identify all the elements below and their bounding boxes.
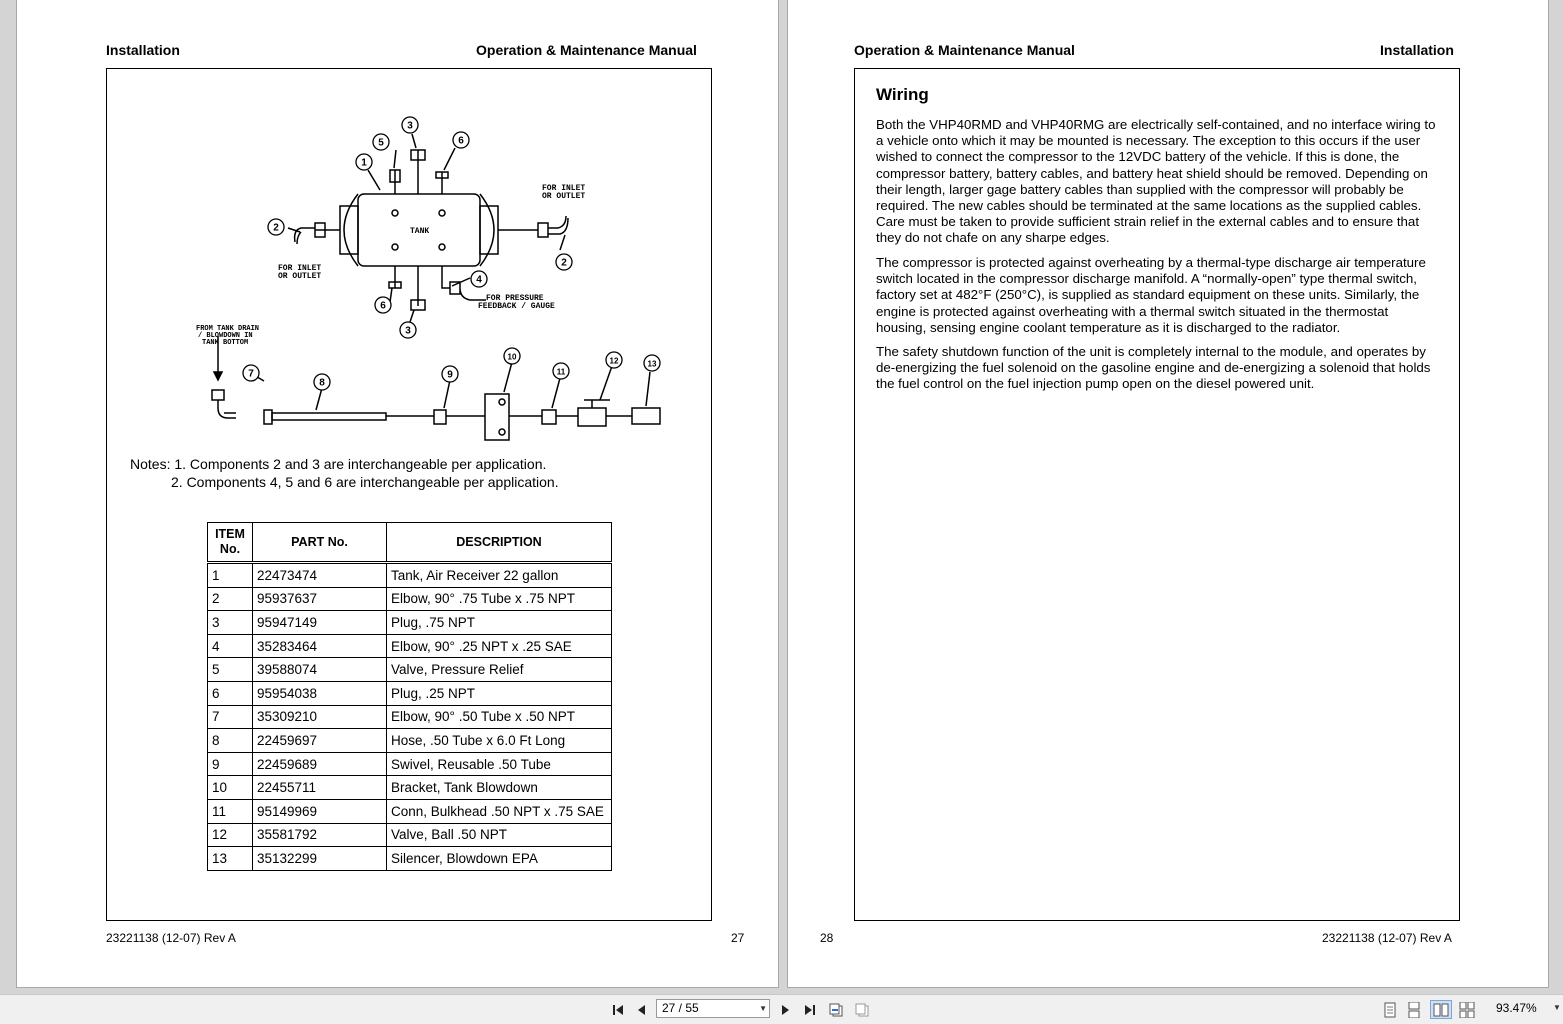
inlet-elbow-right — [548, 216, 568, 234]
last-page-button[interactable] — [801, 1000, 819, 1019]
callout-5 — [373, 134, 389, 150]
inlet-elbow-left — [295, 228, 315, 244]
cell-part: 35309210 — [253, 705, 387, 729]
cell-desc: Elbow, 90° .75 Tube x .75 NPT — [387, 587, 612, 611]
zoom-dropdown-icon[interactable]: ▼ — [1553, 1003, 1561, 1012]
svg-text:3: 3 — [407, 120, 413, 132]
previous-view-icon — [828, 1002, 844, 1018]
parts-table — [207, 522, 612, 871]
tank-blowdown-diagram — [180, 110, 680, 450]
drain-elbow — [212, 390, 236, 418]
cell-desc: Valve, Ball .50 NPT — [387, 823, 612, 847]
table-row — [208, 611, 612, 635]
right-header-manual: Operation & Maintenance Manual — [854, 42, 1075, 58]
callout-9 — [442, 366, 458, 382]
cell-part: 22455711 — [253, 776, 387, 800]
cell-item: 5 — [208, 658, 253, 682]
hose — [272, 413, 386, 420]
cell-desc: Valve, Pressure Relief — [387, 658, 612, 682]
table-row — [208, 823, 612, 847]
callout-2 — [556, 254, 572, 270]
svg-text:13: 13 — [647, 359, 657, 369]
callout-1 — [356, 154, 372, 170]
cell-desc: Swivel, Reusable .50 Tube — [387, 752, 612, 776]
callout-11 — [553, 363, 569, 379]
table-row — [208, 681, 612, 705]
left-header-manual: Operation & Maintenance Manual — [476, 42, 697, 58]
callout-10 — [504, 348, 520, 364]
svg-text:2: 2 — [561, 257, 567, 269]
svg-text:FOR INLET: FOR INLET — [542, 184, 586, 193]
callout-2 — [268, 219, 284, 235]
last-page-icon — [803, 1003, 817, 1017]
svg-text:6: 6 — [380, 300, 386, 312]
table-row — [208, 776, 612, 800]
cell-item: 9 — [208, 752, 253, 776]
svg-text:OR OUTLET: OR OUTLET — [542, 192, 586, 201]
callout-6 — [453, 132, 469, 148]
svg-text:/ BLOWDOWN IN: / BLOWDOWN IN — [198, 332, 253, 340]
cell-item: 10 — [208, 776, 253, 800]
go-back-view-button[interactable] — [826, 1000, 846, 1019]
table-row — [208, 847, 612, 871]
notes-line-1: Notes: 1. Components 2 and 3 are interchangeable per application. — [130, 456, 547, 472]
table-row — [208, 799, 612, 823]
cell-item: 3 — [208, 611, 253, 635]
next-view-icon — [854, 1002, 870, 1018]
left-header-section: Installation — [106, 42, 180, 58]
cell-desc: Elbow, 90° .50 Tube x .50 NPT — [387, 705, 612, 729]
callout-4 — [471, 271, 487, 287]
col-item-header: ITEM No. — [208, 523, 253, 563]
right-header-section: Installation — [1380, 42, 1454, 58]
previous-page-button[interactable] — [633, 1000, 651, 1019]
bulkhead-conn — [542, 410, 556, 424]
svg-text:4: 4 — [476, 274, 482, 286]
ball-valve — [578, 408, 606, 426]
cell-part: 95149969 — [253, 799, 387, 823]
table-header-row — [208, 523, 612, 563]
cell-item: 11 — [208, 799, 253, 823]
svg-text:9: 9 — [447, 369, 453, 381]
two-page-continuous-button[interactable] — [1458, 1000, 1476, 1019]
svg-text:7: 7 — [248, 368, 254, 380]
callout-3 — [400, 322, 416, 338]
first-page-icon — [611, 1003, 625, 1017]
cell-part: 95937637 — [253, 587, 387, 611]
table-row — [208, 729, 612, 753]
cell-desc: Elbow, 90° .25 NPT x .25 SAE — [387, 634, 612, 658]
callout-12 — [606, 352, 622, 368]
svg-text:FROM TANK DRAIN: FROM TANK DRAIN — [196, 325, 260, 333]
cell-part: 95954038 — [253, 681, 387, 705]
table-row — [208, 587, 612, 611]
cell-part: 35283464 — [253, 634, 387, 658]
table-row — [208, 634, 612, 658]
callout-3 — [402, 117, 418, 133]
svg-text:12: 12 — [609, 356, 619, 366]
svg-text:3: 3 — [405, 325, 411, 337]
tank-left-mount — [340, 206, 358, 254]
swivel — [434, 410, 446, 424]
svg-text:6: 6 — [458, 135, 464, 147]
right-footer-docnum: 23221138 (12-07) Rev A — [1322, 931, 1452, 945]
cell-part: 39588074 — [253, 658, 387, 682]
col-desc-header: DESCRIPTION — [387, 523, 612, 563]
cell-desc: Conn, Bulkhead .50 NPT x .75 SAE — [387, 799, 612, 823]
right-footer-pagenum: 28 — [820, 931, 834, 945]
notes-line-2: 2. Components 4, 5 and 6 are interchangeable per application. — [171, 474, 559, 490]
svg-text:FOR PRESSURE: FOR PRESSURE — [486, 294, 544, 303]
col-part-header: PART No. — [253, 523, 387, 563]
svg-text:FOR INLET: FOR INLET — [278, 264, 322, 273]
continuous-view-button[interactable] — [1405, 1000, 1423, 1019]
svg-text:8: 8 — [319, 377, 325, 389]
callout-13 — [644, 355, 660, 371]
cell-part: 22459689 — [253, 752, 387, 776]
tank-left-head — [344, 194, 358, 266]
cell-item: 2 — [208, 587, 253, 611]
go-forward-view-button[interactable] — [852, 1000, 872, 1019]
svg-text:11: 11 — [556, 367, 566, 377]
next-page-button[interactable] — [776, 1000, 794, 1019]
next-page-icon — [778, 1003, 792, 1017]
cell-item: 12 — [208, 823, 253, 847]
wiring-paragraph-1: Both the VHP40RMD and VHP40RMG are electrically self-contained, and no interface wiring to a vehicle onto which it may be mounted is necessary. The exception to this occurs if the user wished to connect the compressor to the 12VDC battery of the vehicle. If this is done, the compressor battery, battery cables, and battery heat shield should be removed. Depending on their length, larger gage battery cables than supplied with the compressor will probably be required. The new cables should be terminated at the same locations as the supplied cables. Care must be taken to provide sufficient strain relief in the external cables and to ensure that they do not chafe on any sharpe edges. — [876, 117, 1436, 246]
cell-desc: Hose, .50 Tube x 6.0 Ft Long — [387, 729, 612, 753]
cell-item: 8 — [208, 729, 253, 753]
tank-right-mount — [480, 206, 498, 254]
continuous-page-icon — [1408, 1002, 1420, 1018]
single-page-view-button[interactable] — [1381, 1000, 1399, 1019]
cell-desc: Silencer, Blowdown EPA — [387, 847, 612, 871]
page-dropdown-icon: ▼ — [759, 1004, 767, 1013]
svg-text:5: 5 — [378, 137, 384, 149]
two-page-icon — [1433, 1003, 1449, 1017]
table-row — [208, 752, 612, 776]
left-footer-docnum: 23221138 (12-07) Rev A — [106, 931, 236, 945]
callout-8 — [314, 374, 330, 390]
cell-item: 1 — [208, 563, 253, 588]
callout-6 — [375, 297, 391, 313]
cell-desc: Plug, .75 NPT — [387, 611, 612, 635]
table-row — [208, 563, 612, 588]
cell-desc: Plug, .25 NPT — [387, 681, 612, 705]
cell-part: 22459697 — [253, 729, 387, 753]
silencer — [632, 408, 660, 424]
callout-7 — [243, 365, 259, 381]
cell-part: 95947149 — [253, 611, 387, 635]
table-row — [208, 658, 612, 682]
single-page-icon — [1384, 1002, 1396, 1018]
wiring-paragraph-3: The safety shutdown function of the unit is completely internal to the module, and operates by de-energizing the fuel solenoid on the gasoline engine and de-energizing a solenoid that holds the fuel control on the fuel injection pump open on the diesel powered unit. — [876, 344, 1431, 392]
viewer-toolbar — [0, 994, 1563, 1024]
cell-part: 22473474 — [253, 563, 387, 588]
svg-text:TANK BOTTOM: TANK BOTTOM — [202, 339, 249, 347]
previous-page-icon — [635, 1003, 649, 1017]
zoom-level[interactable]: 93.47% — [1496, 1001, 1537, 1015]
first-page-button[interactable] — [609, 1000, 627, 1019]
cell-item: 7 — [208, 705, 253, 729]
tank-right-head — [480, 194, 494, 266]
cell-item: 6 — [208, 681, 253, 705]
cell-part: 35132299 — [253, 847, 387, 871]
svg-text:FEEDBACK / GAUGE: FEEDBACK / GAUGE — [478, 302, 555, 311]
hose-fitting-left — [264, 410, 272, 424]
cell-desc: Bracket, Tank Blowdown — [387, 776, 612, 800]
svg-text:1: 1 — [361, 157, 367, 169]
svg-text:2: 2 — [273, 222, 279, 234]
section-title-wiring: Wiring — [876, 85, 929, 104]
tank-label: TANK — [410, 227, 430, 236]
left-footer-pagenum: 27 — [731, 931, 745, 945]
svg-text:OR OUTLET: OR OUTLET — [278, 272, 322, 281]
wiring-paragraph-2: The compressor is protected against overheating by a thermal-type discharge air temperature switch located in the compressor discharge manifold. A “normally-open” type thermal switch, factory set at 482°F (250°C), is supplied as standard equipment on these units. Similarly, the engine is protected against overheating with a thermal switch situated in the thermostat housing, sensing engine coolant temperature as it is discharged to the radiator. — [876, 255, 1426, 335]
svg-text:10: 10 — [507, 352, 517, 362]
page-number-field[interactable]: 27 / 55 ▼ — [656, 999, 770, 1018]
two-page-view-button[interactable] — [1430, 1000, 1452, 1019]
two-page-continuous-icon — [1459, 1002, 1475, 1018]
cell-item: 13 — [208, 847, 253, 871]
cell-part: 35581792 — [253, 823, 387, 847]
cell-item: 4 — [208, 634, 253, 658]
cell-desc: Tank, Air Receiver 22 gallon — [387, 563, 612, 588]
table-row — [208, 705, 612, 729]
